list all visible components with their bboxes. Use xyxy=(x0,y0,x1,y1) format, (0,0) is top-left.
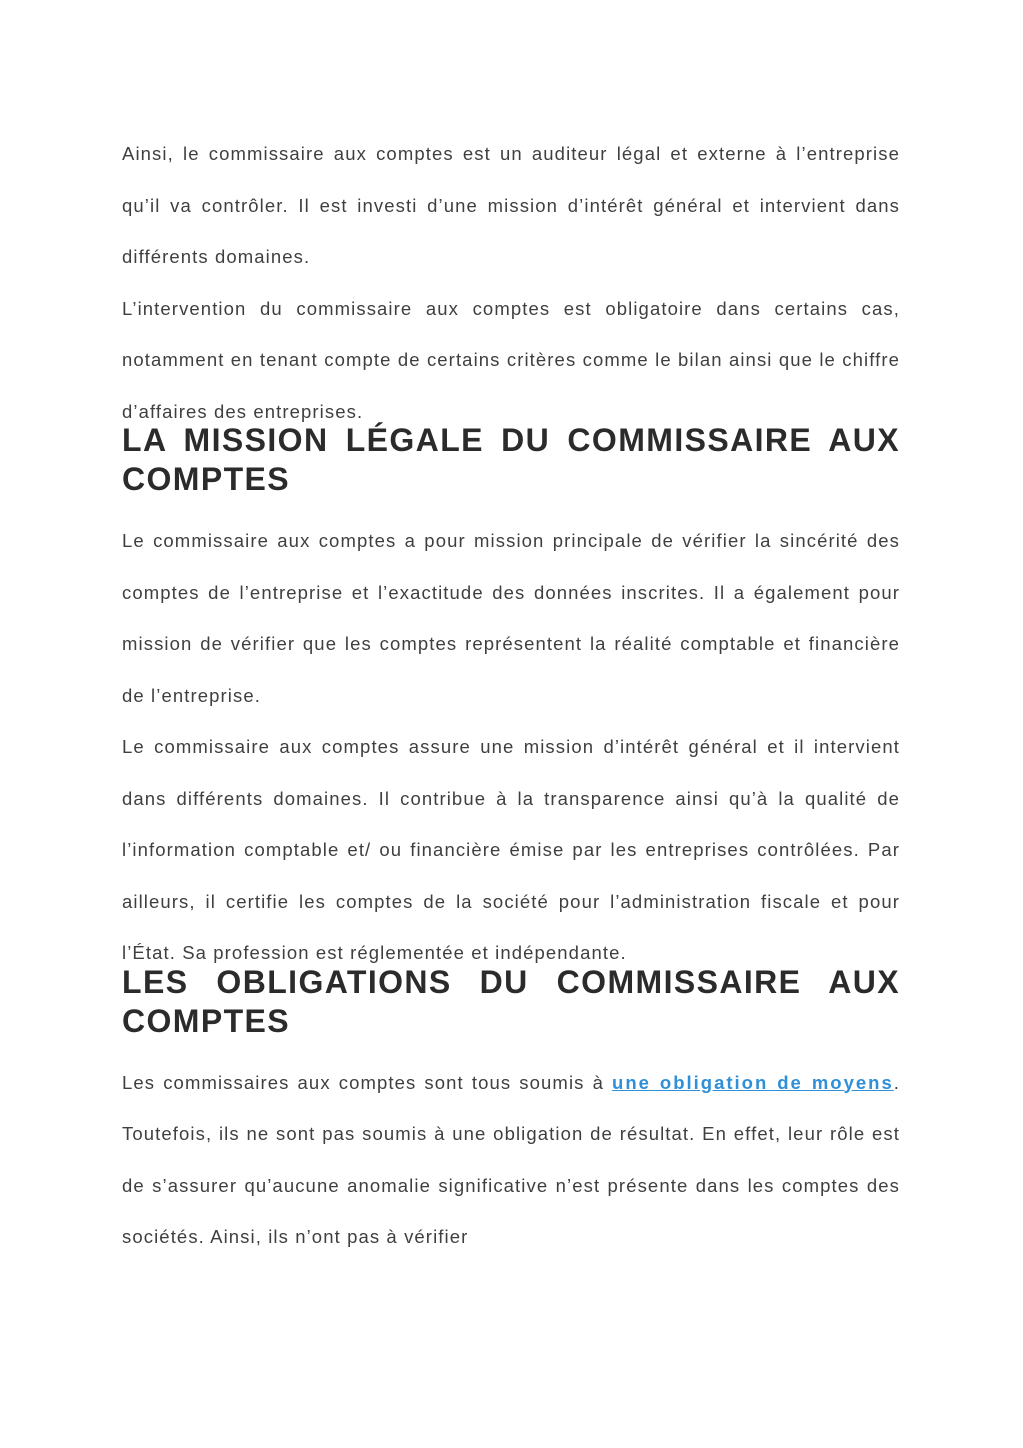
intro-paragraph-2: L’intervention du commissaire aux comptes est obligatoire dans certains cas, notamment en tenant compte de certains critères comme le bilan ainsi que le chiffre d’affaires des entreprises. xyxy=(122,297,900,422)
document-page xyxy=(122,128,900,1263)
section-heading-mission-legale xyxy=(122,421,900,499)
section-heading-line-2: COMPTES xyxy=(122,461,291,497)
intro-paragraph-1: Ainsi, le commissaire aux comptes est un auditeur légal et externe à l’entreprise qu’il va contrôler. Il est investi d’une mission d’intérêt général et intervient dans différents domaines. xyxy=(122,143,900,267)
obligations-text-after: . Toutefois, ils ne sont pas soumis à une obligation de résultat. En effet, leur rôle est de s’assurer qu’aucune anomalie significative n’est présente dans les comptes des sociétés. Ainsi, ils n’ont pas à vérifier xyxy=(122,1071,900,1247)
mission-paragraph-2: Le commissaire aux comptes assure une mission d’intérêt général et il intervient dans différents domaines. Il contribue à la transparence ainsi qu’à la qualité de l’information comptable et/ ou financière émise par les entreprises contrôlées. Par ailleurs, il certifie les comptes de la société pour l’administration fiscale et pour l’État. Sa profession est réglementée et indépendante. xyxy=(122,736,900,963)
obligations-text-before: Les commissaires aux comptes sont tous soumis à xyxy=(122,1071,613,1093)
section-heading-line-1: LES OBLIGATIONS DU COMMISSAIRE AUX xyxy=(122,963,900,1000)
section-heading-line-1: LA MISSION LÉGALE DU COMMISSAIRE AUX xyxy=(122,422,900,458)
mission-paragraph-1: Le commissaire aux comptes a pour mission principale de vérifier la sincérité des comptes de l’entreprise et l’exactitude des données inscrites. Il a également pour mission de vérifier que les comptes représentent la réalité comptable et financière de l’entreprise. xyxy=(122,530,900,706)
obligation-de-moyens-link[interactable]: une obligation de moyens xyxy=(612,1071,894,1093)
section-heading-obligations xyxy=(122,963,900,1041)
obligations-paragraph-1 xyxy=(122,1057,900,1263)
section-heading-line-2: COMPTES xyxy=(122,1002,291,1039)
